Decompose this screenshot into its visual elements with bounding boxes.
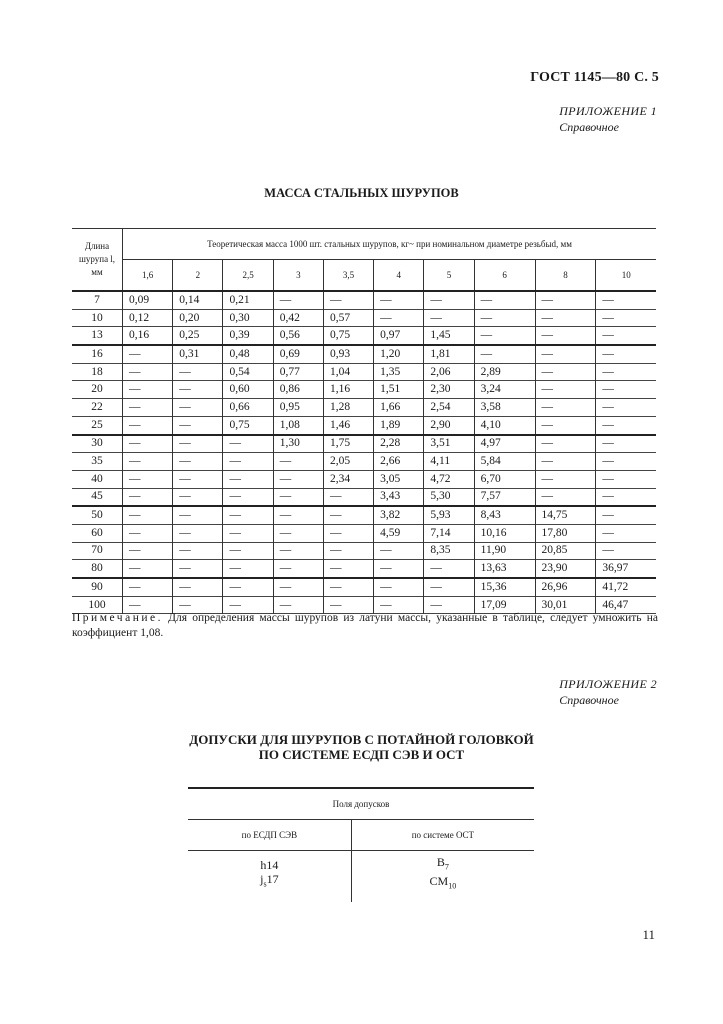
- mass-cell: —: [273, 578, 323, 596]
- mass-cell: —: [602, 509, 614, 522]
- table-row: [72, 435, 656, 453]
- mass-cell: —: [323, 596, 373, 614]
- mass-cell: —: [323, 560, 373, 578]
- table-row: [72, 327, 656, 345]
- mass-cell: 0,09: [123, 291, 173, 309]
- table-row: [72, 578, 656, 596]
- mass-cell: —: [173, 578, 223, 596]
- mass-cell: 0,25: [173, 327, 223, 345]
- mass-cell: 1,51: [374, 381, 424, 399]
- mass-cell: —: [535, 488, 596, 506]
- length-cell: 45: [72, 488, 123, 506]
- mass-cell: 0,42: [273, 309, 323, 327]
- mass-cell: 1,81: [424, 345, 474, 363]
- mass-cell: —: [223, 560, 273, 578]
- mass-cell: —: [323, 291, 373, 309]
- mass-cell: —: [223, 524, 273, 542]
- length-cell: 10: [72, 309, 123, 327]
- mass-cell: —: [602, 490, 614, 503]
- mass-cell: —: [602, 347, 614, 360]
- mass-cell: —: [273, 291, 323, 309]
- mass-cell: —: [123, 578, 173, 596]
- mass-cell: 15,36: [474, 578, 535, 596]
- esdp-column-header: по ЕСДП СЭВ: [188, 820, 351, 851]
- tolerance-table-heading: [0, 732, 723, 762]
- mass-cell: —: [223, 578, 273, 596]
- mass-cell: —: [273, 453, 323, 471]
- length-cell: 30: [72, 435, 123, 453]
- mass-cell: —: [374, 309, 424, 327]
- mass-cell: 8,35: [424, 542, 474, 560]
- mass-cell: 1,35: [374, 363, 424, 381]
- appendix-1-label: [559, 104, 657, 135]
- mass-cell: 0,20: [173, 309, 223, 327]
- length-header-line: Длина: [84, 241, 110, 251]
- diameter-header: 3: [273, 260, 323, 292]
- mass-cell: —: [223, 506, 273, 524]
- mass-cell: —: [173, 488, 223, 506]
- mass-cell: —: [602, 311, 614, 324]
- length-cell: 90: [72, 578, 123, 596]
- mass-group-header: Теоретическая масса 1000 шт. стальных шурупов, кг~ при номинальном диаметре резьбыd, мм: [123, 229, 657, 260]
- mass-cell: 26,96: [535, 578, 596, 596]
- appendix-2-label: [559, 677, 657, 708]
- mass-cell: —: [602, 526, 614, 539]
- mass-cell: 0,30: [223, 309, 273, 327]
- mass-cell: 5,84: [474, 453, 535, 471]
- mass-cell: —: [535, 291, 596, 309]
- mass-cell: 4,97: [474, 435, 535, 453]
- note-text: Для определения массы шурупов из латуни массы, указанные в таблице, следует умножить на коэффициент 1,08.: [72, 612, 658, 639]
- mass-cell: —: [424, 291, 474, 309]
- ost-value-cm10: $СМ_{10}$: [429, 874, 457, 891]
- length-cell: 25: [72, 416, 123, 434]
- mass-cell: 0,57: [323, 309, 373, 327]
- length-cell: 80: [72, 560, 123, 578]
- mass-cell: 8,43: [474, 506, 535, 524]
- mass-cell: 23,90: [535, 560, 596, 578]
- mass-cell: 1,08: [273, 416, 323, 434]
- mass-cell: 2,28: [374, 435, 424, 453]
- mass-cell: 1,28: [323, 399, 373, 417]
- mass-cell: 2,30: [424, 381, 474, 399]
- mass-cell: 5,30: [424, 488, 474, 506]
- mass-cell: —: [173, 506, 223, 524]
- mass-cell: —: [273, 524, 323, 542]
- mass-cell: 7,14: [424, 524, 474, 542]
- mass-cell: 2,34: [323, 470, 373, 488]
- mass-cell: 17,80: [535, 524, 596, 542]
- mass-cell: 36,97: [602, 562, 629, 575]
- length-cell: 7: [72, 291, 123, 309]
- mass-cell: 30,01: [535, 596, 596, 614]
- mass-cell: 0,75: [323, 327, 373, 345]
- esdp-values-cell: [188, 851, 351, 902]
- mass-cell: —: [273, 470, 323, 488]
- mass-cell: —: [173, 524, 223, 542]
- mass-cell: 1,89: [374, 416, 424, 434]
- tolerance-group-header: Поля допусков: [188, 788, 534, 820]
- mass-cell: —: [474, 309, 535, 327]
- mass-cell: —: [535, 309, 596, 327]
- table-row: [72, 453, 656, 471]
- mass-cell: —: [173, 363, 223, 381]
- mass-table-heading: МАССА СТАЛЬНЫХ ШУРУПОВ: [264, 186, 459, 200]
- table-row: [72, 416, 656, 434]
- mass-cell: —: [123, 506, 173, 524]
- table-row: [72, 291, 656, 309]
- mass-cell: 2,66: [374, 453, 424, 471]
- mass-cell: —: [602, 293, 614, 306]
- mass-cell: 4,59: [374, 524, 424, 542]
- diameter-header: 1,6: [123, 260, 173, 292]
- mass-cell: 2,54: [424, 399, 474, 417]
- mass-cell: 11,90: [474, 542, 535, 560]
- mass-cell: —: [374, 291, 424, 309]
- mass-cell: 3,82: [374, 506, 424, 524]
- mass-cell: —: [123, 399, 173, 417]
- mass-cell: —: [424, 578, 474, 596]
- mass-cell: 7,57: [474, 488, 535, 506]
- mass-cell: —: [602, 544, 614, 557]
- mass-cell: —: [535, 453, 596, 471]
- mass-cell: 0,12: [123, 309, 173, 327]
- appendix-1-subtitle: Справочное: [559, 120, 619, 134]
- mass-cell: —: [535, 435, 596, 453]
- mass-cell: —: [223, 488, 273, 506]
- mass-cell: —: [374, 560, 424, 578]
- mass-cell: 41,72: [602, 580, 629, 593]
- tolerance-table: [188, 787, 534, 902]
- ost-column-header: по системе ОСТ: [351, 820, 534, 851]
- mass-cell: —: [123, 363, 173, 381]
- mass-cell: —: [323, 524, 373, 542]
- mass-cell: —: [535, 381, 596, 399]
- mass-cell: 4,72: [424, 470, 474, 488]
- mass-cell: 20,85: [535, 542, 596, 560]
- mass-cell: —: [374, 596, 424, 614]
- mass-cell: —: [273, 506, 323, 524]
- document-code: ГОСТ 1145—80 С. 5: [530, 70, 659, 85]
- mass-cell: —: [474, 291, 535, 309]
- mass-cell: 0,16: [123, 327, 173, 345]
- length-cell: 50: [72, 506, 123, 524]
- mass-cell: —: [602, 329, 614, 342]
- mass-cell: 0,54: [223, 363, 273, 381]
- mass-cell: —: [173, 542, 223, 560]
- mass-cell: 0,86: [273, 381, 323, 399]
- tolerance-heading-line-1: ДОПУСКИ ДЛЯ ШУРУПОВ С ПОТАЙНОЙ ГОЛОВКОЙ: [189, 732, 534, 747]
- mass-cell: 0,95: [273, 399, 323, 417]
- mass-cell: 1,46: [323, 416, 373, 434]
- mass-cell: —: [173, 596, 223, 614]
- table-row: [72, 345, 656, 363]
- mass-cell: —: [123, 345, 173, 363]
- esdp-value-h14: h14: [260, 857, 279, 872]
- mass-cell: —: [374, 578, 424, 596]
- mass-cell: —: [535, 363, 596, 381]
- table-row: [72, 524, 656, 542]
- mass-cell: —: [273, 596, 323, 614]
- mass-cell: —: [123, 470, 173, 488]
- mass-cell: —: [323, 542, 373, 560]
- length-cell: 13: [72, 327, 123, 345]
- mass-cell: —: [474, 327, 535, 345]
- diameter-header: 5: [424, 260, 474, 292]
- esdp-value-js17: $j_s17$: [260, 871, 279, 889]
- mass-cell: 3,51: [424, 435, 474, 453]
- length-cell: 70: [72, 542, 123, 560]
- mass-cell: 46,47: [602, 598, 629, 611]
- length-cell: 60: [72, 524, 123, 542]
- mass-cell: —: [323, 578, 373, 596]
- mass-cell: 17,09: [474, 596, 535, 614]
- mass-cell: —: [223, 453, 273, 471]
- table-row: [72, 488, 656, 506]
- mass-cell: —: [602, 365, 614, 378]
- ost-value-b7: $В_7$: [436, 855, 449, 872]
- mass-cell: —: [123, 416, 173, 434]
- mass-cell: 2,06: [424, 363, 474, 381]
- mass-cell: —: [273, 560, 323, 578]
- mass-cell: —: [602, 418, 614, 431]
- mass-cell: —: [602, 455, 614, 468]
- mass-cell: 3,24: [474, 381, 535, 399]
- length-header-line: мм: [91, 267, 103, 277]
- mass-cell: 5,93: [424, 506, 474, 524]
- diameter-header-row: [72, 260, 656, 292]
- mass-cell: —: [535, 399, 596, 417]
- mass-cell: —: [602, 472, 614, 485]
- length-cell: 22: [72, 399, 123, 417]
- mass-cell: —: [474, 345, 535, 363]
- mass-cell: 3,05: [374, 470, 424, 488]
- appendix-2-subtitle: Справочное: [559, 693, 619, 707]
- table-row: [72, 363, 656, 381]
- length-cell: 20: [72, 381, 123, 399]
- mass-cell: 3,58: [474, 399, 535, 417]
- mass-cell: —: [123, 435, 173, 453]
- mass-cell: 2,05: [323, 453, 373, 471]
- mass-cell: —: [223, 435, 273, 453]
- mass-cell: —: [602, 400, 614, 413]
- mass-cell: 0,75: [223, 416, 273, 434]
- page-number: 11: [642, 927, 655, 942]
- mass-cell: —: [535, 470, 596, 488]
- mass-cell: —: [602, 383, 614, 396]
- mass-cell: 14,75: [535, 506, 596, 524]
- table-row: [72, 506, 656, 524]
- diameter-header: 2,5: [223, 260, 273, 292]
- mass-cell: 0,60: [223, 381, 273, 399]
- mass-cell: —: [424, 309, 474, 327]
- table-row: [72, 560, 656, 578]
- mass-cell: —: [223, 542, 273, 560]
- mass-cell: —: [173, 435, 223, 453]
- mass-cell: —: [424, 560, 474, 578]
- mass-cell: —: [123, 560, 173, 578]
- table-row: [72, 542, 656, 560]
- mass-cell: 0,66: [223, 399, 273, 417]
- mass-cell: 4,10: [474, 416, 535, 434]
- length-column-header: [72, 229, 123, 292]
- mass-cell: 1,16: [323, 381, 373, 399]
- length-cell: 16: [72, 345, 123, 363]
- tolerance-heading-line-2: ПО СИСТЕМЕ ЕСДП СЭВ И ОСТ: [258, 747, 465, 762]
- mass-cell: —: [123, 542, 173, 560]
- table-row: [72, 399, 656, 417]
- mass-cell: 13,63: [474, 560, 535, 578]
- mass-cell: 1,66: [374, 399, 424, 417]
- diameter-header: 2: [173, 260, 223, 292]
- mass-cell: 1,20: [374, 345, 424, 363]
- table-row: [72, 309, 656, 327]
- ost-values-cell: [351, 851, 534, 902]
- table-row: [72, 381, 656, 399]
- mass-cell: 2,90: [424, 416, 474, 434]
- length-cell: 35: [72, 453, 123, 471]
- mass-cell: —: [123, 596, 173, 614]
- mass-cell: 1,45: [424, 327, 474, 345]
- mass-cell: —: [323, 506, 373, 524]
- length-cell: 18: [72, 363, 123, 381]
- mass-cell: 2,89: [474, 363, 535, 381]
- appendix-2-title: ПРИЛОЖЕНИЕ 2: [559, 677, 657, 691]
- mass-cell: —: [273, 488, 323, 506]
- diameter-header: 10: [596, 260, 656, 292]
- mass-cell: —: [535, 327, 596, 345]
- mass-cell: 3,43: [374, 488, 424, 506]
- mass-cell: 6,70: [474, 470, 535, 488]
- mass-cell: 0,77: [273, 363, 323, 381]
- mass-cell: —: [323, 488, 373, 506]
- mass-cell: —: [424, 596, 474, 614]
- mass-cell: —: [123, 488, 173, 506]
- mass-cell: —: [223, 596, 273, 614]
- diameter-header: 4: [374, 260, 424, 292]
- mass-cell: —: [173, 416, 223, 434]
- mass-cell: 0,48: [223, 345, 273, 363]
- note-label: Примечание.: [72, 612, 163, 624]
- mass-cell: —: [123, 381, 173, 399]
- mass-cell: —: [173, 560, 223, 578]
- mass-cell: —: [223, 470, 273, 488]
- diameter-header: 3,5: [323, 260, 373, 292]
- mass-cell: 4,11: [424, 453, 474, 471]
- mass-cell: 0,56: [273, 327, 323, 345]
- mass-cell: —: [173, 470, 223, 488]
- mass-cell: —: [173, 381, 223, 399]
- mass-cell: —: [535, 416, 596, 434]
- mass-cell: 10,16: [474, 524, 535, 542]
- mass-cell: —: [374, 542, 424, 560]
- mass-cell: 1,30: [273, 435, 323, 453]
- mass-cell: 0,31: [173, 345, 223, 363]
- mass-cell: —: [602, 437, 614, 450]
- diameter-header: 6: [474, 260, 535, 292]
- mass-cell: 0,14: [173, 291, 223, 309]
- mass-cell: 1,04: [323, 363, 373, 381]
- mass-cell: —: [123, 453, 173, 471]
- length-cell: 40: [72, 470, 123, 488]
- mass-cell: —: [123, 524, 173, 542]
- mass-cell: —: [273, 542, 323, 560]
- mass-table-body: [72, 291, 656, 614]
- mass-cell: 0,69: [273, 345, 323, 363]
- mass-cell: 0,21: [223, 291, 273, 309]
- table-row: [72, 470, 656, 488]
- screw-mass-table: [72, 228, 656, 614]
- mass-cell: —: [535, 345, 596, 363]
- appendix-1-title: ПРИЛОЖЕНИЕ 1: [559, 104, 657, 118]
- mass-cell: 0,97: [374, 327, 424, 345]
- mass-cell: 0,93: [323, 345, 373, 363]
- mass-cell: —: [173, 453, 223, 471]
- table-note: [72, 611, 658, 641]
- mass-cell: 0,39: [223, 327, 273, 345]
- length-header-line: шурупа l,: [78, 254, 116, 264]
- mass-cell: —: [173, 399, 223, 417]
- diameter-header: 8: [535, 260, 596, 292]
- mass-cell: 1,75: [323, 435, 373, 453]
- length-cell: 100: [72, 596, 123, 614]
